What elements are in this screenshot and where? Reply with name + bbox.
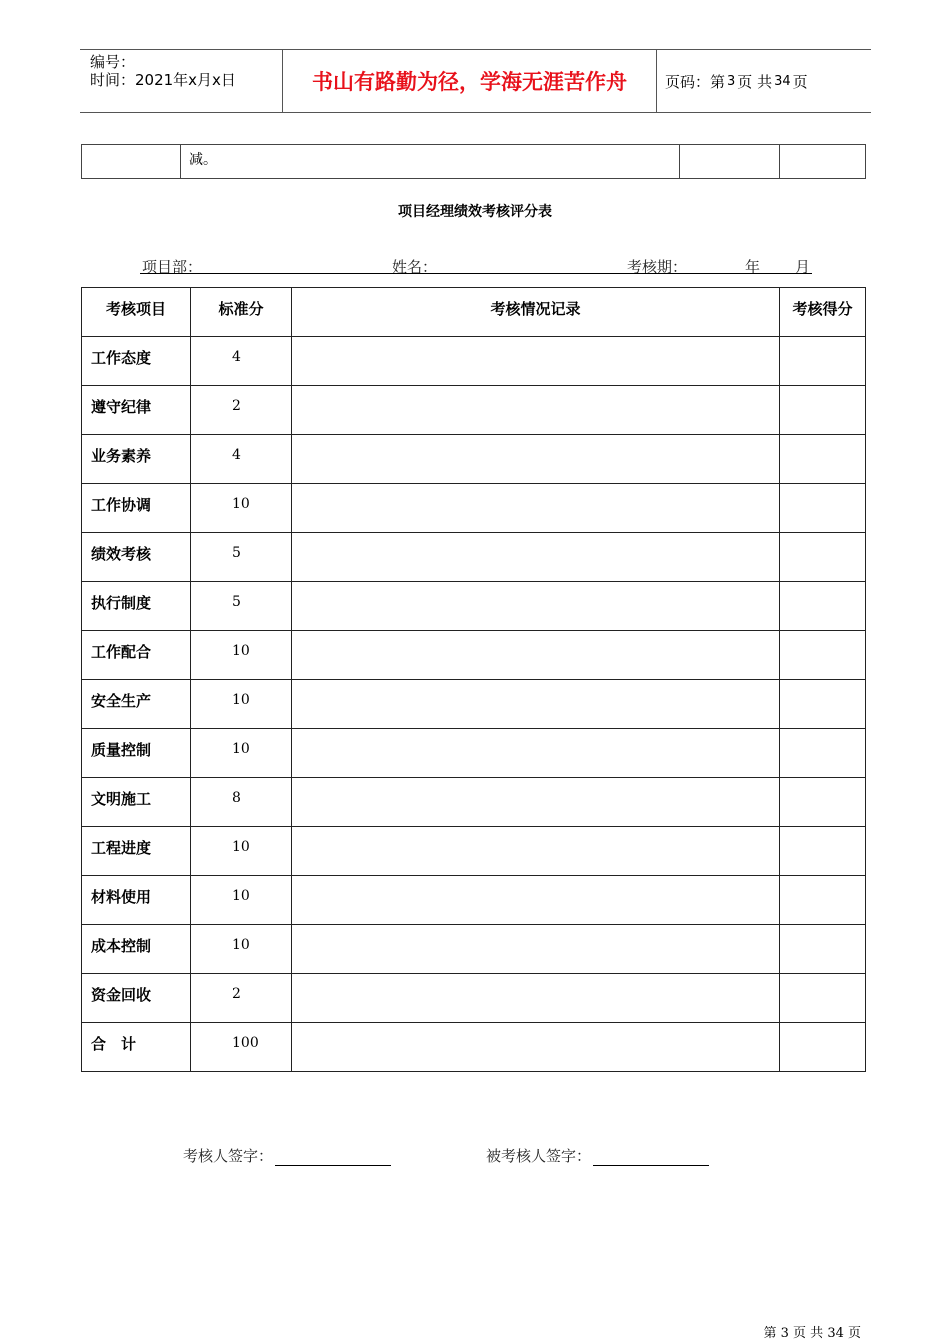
dept-label: 项目部： (142, 258, 203, 276)
row-item: 工作态度 (82, 337, 191, 386)
row-standard-score: 10 (191, 729, 292, 778)
motto: 书山有路勤为径，学海无涯苦作舟 (282, 50, 657, 112)
row-item: 安全生产 (82, 680, 191, 729)
col-header-standard: 标准分 (191, 288, 292, 337)
table-row (82, 631, 866, 680)
row-result-cell[interactable] (780, 631, 866, 680)
row-result-cell[interactable] (780, 435, 866, 484)
table-row (82, 533, 866, 582)
row-result-cell[interactable] (780, 484, 866, 533)
page-prefix: 页码：第 (665, 72, 726, 91)
row-result-cell[interactable] (780, 827, 866, 876)
row-standard-score: 5 (191, 533, 292, 582)
table-row (82, 582, 866, 631)
row-standard-score: 2 (191, 386, 292, 435)
row-standard-score: 10 (191, 680, 292, 729)
continued-cell (680, 145, 780, 179)
assessor-signature-field[interactable] (275, 1149, 391, 1166)
meta-underline (140, 273, 812, 274)
row-record-cell[interactable] (292, 729, 780, 778)
page-mid: 页 共 (737, 72, 773, 91)
continued-text: 减。 (189, 152, 217, 168)
row-item: 工作协调 (82, 484, 191, 533)
page-current: 3 (727, 73, 736, 89)
row-result-cell[interactable] (780, 778, 866, 827)
row-item: 资金回收 (82, 974, 191, 1023)
row-item: 执行制度 (82, 582, 191, 631)
page-footer: 第 3 页 共 34 页 (763, 1326, 861, 1341)
row-record-cell[interactable] (292, 533, 780, 582)
row-item: 工程进度 (82, 827, 191, 876)
row-standard-score: 10 (191, 925, 292, 974)
page-indicator (665, 50, 808, 112)
row-record-cell[interactable] (292, 778, 780, 827)
row-record-cell[interactable] (292, 827, 780, 876)
row-item: 材料使用 (82, 876, 191, 925)
table-row (82, 729, 866, 778)
row-standard-score: 8 (191, 778, 292, 827)
table-row (82, 337, 866, 386)
continued-cell (82, 145, 181, 179)
continued-cell (181, 145, 680, 179)
row-record-cell[interactable] (292, 337, 780, 386)
row-result-cell[interactable] (780, 925, 866, 974)
row-record-cell[interactable] (292, 582, 780, 631)
col-header-record: 考核情况记录 (292, 288, 780, 337)
row-item: 质量控制 (82, 729, 191, 778)
table-header-row (82, 288, 866, 337)
table-row (82, 778, 866, 827)
row-result-cell[interactable] (780, 729, 866, 778)
row-standard-score: 4 (191, 435, 292, 484)
row-record-cell[interactable] (292, 386, 780, 435)
row-item: 工作配合 (82, 631, 191, 680)
row-standard-score: 4 (191, 337, 292, 386)
time-label: 时间：2021年x月x日 (90, 71, 236, 89)
assessee-signature (486, 1145, 709, 1166)
row-result-cell[interactable] (780, 386, 866, 435)
row-item: 成本控制 (82, 925, 191, 974)
table-row (82, 680, 866, 729)
row-result-cell[interactable] (780, 1023, 866, 1072)
page-suffix: 页 (792, 72, 808, 91)
row-record-cell[interactable] (292, 680, 780, 729)
name-label: 姓名： (392, 258, 438, 276)
header-meta (90, 53, 236, 89)
table-row (82, 435, 866, 484)
row-record-cell[interactable] (292, 974, 780, 1023)
row-record-cell[interactable] (292, 484, 780, 533)
score-table (81, 287, 866, 1072)
page-header (80, 49, 871, 113)
form-title: 项目经理绩效考核评分表 (398, 204, 552, 220)
row-record-cell[interactable] (292, 435, 780, 484)
row-record-cell[interactable] (292, 876, 780, 925)
col-header-item: 考核项目 (82, 288, 191, 337)
continued-cell (780, 145, 866, 179)
table-row (82, 386, 866, 435)
assessee-signature-field[interactable] (593, 1149, 709, 1166)
number-label: 编号： (90, 53, 136, 71)
table-row (82, 484, 866, 533)
row-record-cell[interactable] (292, 925, 780, 974)
row-result-cell[interactable] (780, 680, 866, 729)
row-record-cell[interactable] (292, 631, 780, 680)
table-row (82, 1023, 866, 1072)
table-row (82, 925, 866, 974)
assessor-label: 考核人签字： (183, 1147, 274, 1165)
period-label: 考核期： (627, 258, 688, 276)
assessee-label: 被考核人签字： (486, 1147, 592, 1165)
row-result-cell[interactable] (780, 876, 866, 925)
row-standard-score: 10 (191, 827, 292, 876)
row-item: 业务素养 (82, 435, 191, 484)
row-item: 遵守纪律 (82, 386, 191, 435)
year-label: 年 (745, 258, 761, 276)
row-item: 合 计 (82, 1023, 191, 1072)
row-standard-score: 100 (191, 1023, 292, 1072)
row-standard-score: 5 (191, 582, 292, 631)
row-item: 文明施工 (82, 778, 191, 827)
assessor-signature (183, 1145, 391, 1166)
row-result-cell[interactable] (780, 337, 866, 386)
row-standard-score: 10 (191, 876, 292, 925)
col-header-result: 考核得分 (780, 288, 866, 337)
table-row (82, 827, 866, 876)
continued-table (81, 144, 866, 179)
table-row (82, 876, 866, 925)
row-standard-score: 10 (191, 631, 292, 680)
row-item: 绩效考核 (82, 533, 191, 582)
row-result-cell[interactable] (780, 974, 866, 1023)
row-standard-score: 10 (191, 484, 292, 533)
month-label: 月 (795, 258, 811, 276)
row-record-cell[interactable] (292, 1023, 780, 1072)
row-result-cell[interactable] (780, 533, 866, 582)
page-total: 34 (774, 73, 791, 89)
row-result-cell[interactable] (780, 582, 866, 631)
row-standard-score: 2 (191, 974, 292, 1023)
table-row (82, 974, 866, 1023)
